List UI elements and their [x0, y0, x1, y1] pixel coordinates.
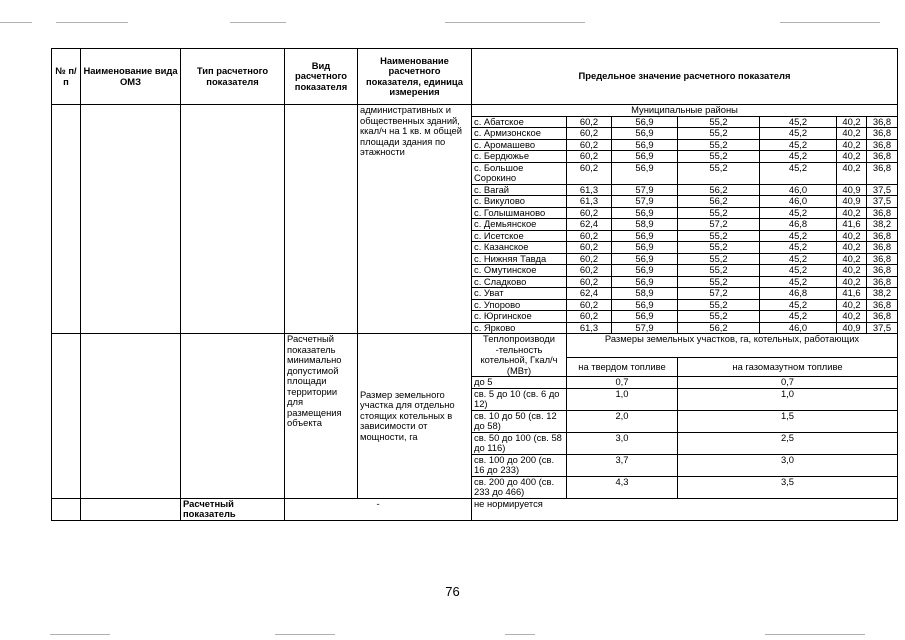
solid-fuel-value: 2,0: [567, 410, 678, 432]
capacity-range: св. 10 до 50 (св. 12 до 58): [472, 410, 567, 432]
heat-value-cell: 55,2: [678, 207, 760, 219]
land-sizes-header: Размеры земельных участков, га, котельных, работающих: [567, 334, 898, 358]
cell-omz-empty: [81, 105, 181, 334]
heat-value-cell: 36,8: [867, 151, 898, 163]
heat-value-cell: 56,9: [612, 162, 678, 184]
heat-value-cell: 57,9: [612, 184, 678, 196]
heat-value-cell: 40,9: [837, 196, 867, 208]
scan-edge-line: [0, 22, 32, 23]
heat-value-cell: 46,0: [760, 184, 837, 196]
scan-edge-line: [230, 22, 286, 23]
heat-value-cell: 45,2: [760, 242, 837, 254]
settlement-name: с. Демьянское: [472, 219, 567, 231]
scan-edge-line: [50, 634, 110, 635]
heat-value-cell: 60,2: [567, 151, 612, 163]
heat-value-cell: 37,5: [867, 322, 898, 334]
heat-value-cell: 60,2: [567, 276, 612, 288]
heat-value-cell: 36,8: [867, 139, 898, 151]
heat-value-cell: 60,2: [567, 299, 612, 311]
settlement-name: с. Викулово: [472, 196, 567, 208]
heat-value-cell: 56,9: [612, 299, 678, 311]
settlement-name: с. Уват: [472, 288, 567, 300]
heat-value-cell: 46,0: [760, 196, 837, 208]
capacity-range: до 5: [472, 377, 567, 389]
capacity-range: св. 200 до 400 (св. 233 до 466): [472, 476, 567, 498]
heat-value-cell: 40,2: [837, 151, 867, 163]
heat-value-cell: 40,2: [837, 265, 867, 277]
settlement-name: с. Вагай: [472, 184, 567, 196]
solid-fuel-value: 3,7: [567, 454, 678, 476]
municipal-districts-subheader: Муниципальные районы: [472, 105, 898, 117]
heat-value-cell: 36,8: [867, 311, 898, 323]
heat-value-cell: 46,8: [760, 288, 837, 300]
heat-value-cell: 56,9: [612, 242, 678, 254]
heat-value-cell: 56,2: [678, 322, 760, 334]
capacity-range: св. 5 до 10 (св. 6 до 12): [472, 388, 567, 410]
capacity-range: св. 100 до 200 (св. 16 до 233): [472, 454, 567, 476]
heat-value-cell: 40,2: [837, 311, 867, 323]
heat-value-cell: 57,2: [678, 219, 760, 231]
heat-value-cell: 45,2: [760, 139, 837, 151]
solid-fuel-value: 3,0: [567, 432, 678, 454]
heat-value-cell: 36,8: [867, 162, 898, 184]
heat-value-cell: 55,2: [678, 253, 760, 265]
scan-edge-line: [56, 22, 128, 23]
heat-value-cell: 36,8: [867, 207, 898, 219]
heat-value-cell: 45,2: [760, 230, 837, 242]
heat-value-cell: 45,2: [760, 253, 837, 265]
heat-value-cell: 56,9: [612, 253, 678, 265]
heat-value-cell: 45,2: [760, 276, 837, 288]
heat-value-cell: 45,2: [760, 151, 837, 163]
heat-value-cell: 55,2: [678, 265, 760, 277]
heat-value-cell: 55,2: [678, 230, 760, 242]
heat-value-cell: 60,2: [567, 230, 612, 242]
heat-value-cell: 40,2: [837, 230, 867, 242]
header-indicator-type: Тип расчетного показателя: [181, 49, 285, 105]
cell-number-empty: [52, 105, 81, 334]
heat-value-cell: 36,8: [867, 242, 898, 254]
scan-edge-line: [505, 634, 535, 635]
heat-value-cell: 45,2: [760, 311, 837, 323]
settlement-name: с. Казанское: [472, 242, 567, 254]
heat-value-cell: 45,2: [760, 265, 837, 277]
heat-capacity-header: Теплопроизводи -тельность котельной, Гкал/ч (МВт): [472, 334, 567, 377]
header-limit-value: Предельное значение расчетного показателя: [472, 49, 898, 105]
heat-value-cell: 55,2: [678, 151, 760, 163]
heat-value-cell: 45,2: [760, 116, 837, 128]
scan-edge-line: [275, 634, 335, 635]
cell-type-empty: [181, 105, 285, 334]
heat-value-cell: 60,2: [567, 242, 612, 254]
header-number: № п/п: [52, 49, 81, 105]
heat-value-cell: 57,9: [612, 196, 678, 208]
heat-value-cell: 62,4: [567, 219, 612, 231]
heat-value-cell: 56,9: [612, 128, 678, 140]
heat-value-cell: 60,2: [567, 265, 612, 277]
capacity-range: св. 50 до 100 (св. 58 до 116): [472, 432, 567, 454]
heat-indicator-name: административных и общественных зданий, ккал/ч на 1 кв. м общей площади здания по этажности: [358, 105, 472, 334]
settlement-name: с. Упорово: [472, 299, 567, 311]
heat-value-cell: 61,3: [567, 196, 612, 208]
heat-value-cell: 61,3: [567, 184, 612, 196]
heat-value-cell: 60,2: [567, 162, 612, 184]
heat-value-cell: 38,2: [867, 288, 898, 300]
heat-value-cell: 45,2: [760, 162, 837, 184]
heat-value-cell: 40,2: [837, 299, 867, 311]
heat-value-cell: 60,2: [567, 116, 612, 128]
heat-value-cell: 38,2: [867, 219, 898, 231]
heat-value-cell: 46,8: [760, 219, 837, 231]
heat-value-cell: 56,9: [612, 230, 678, 242]
solid-fuel-value: 1,0: [567, 388, 678, 410]
settlement-name: с. Абатское: [472, 116, 567, 128]
heat-value-cell: 40,2: [837, 276, 867, 288]
cell-type-empty: [181, 334, 285, 499]
heat-value-cell: 56,2: [678, 184, 760, 196]
heat-value-cell: 37,5: [867, 196, 898, 208]
settlement-name: с. Омутинское: [472, 265, 567, 277]
heat-value-cell: 56,9: [612, 207, 678, 219]
settlement-name: с. Армизонское: [472, 128, 567, 140]
heat-value-cell: 40,9: [837, 184, 867, 196]
heat-value-cell: 40,2: [837, 207, 867, 219]
solid-fuel-header: на твердом топливе: [567, 358, 678, 377]
last-indicator-name: -: [285, 498, 472, 520]
settlement-name: с. Юргинское: [472, 311, 567, 323]
gas-fuel-header: на газомазутном топливе: [678, 358, 898, 377]
heat-value-cell: 45,2: [760, 128, 837, 140]
heat-value-cell: 40,2: [837, 116, 867, 128]
land-indicator-kind: Расчетный показатель минимально допустимой площади территории для размещения объекта: [285, 334, 358, 499]
settlement-name: с. Нижняя Тавда: [472, 253, 567, 265]
last-indicator-type: Расчетный показатель: [181, 498, 285, 520]
header-indicator-kind: Вид расчетного показателя: [285, 49, 358, 105]
heat-value-cell: 56,9: [612, 311, 678, 323]
heat-value-cell: 55,2: [678, 299, 760, 311]
heat-value-cell: 36,8: [867, 299, 898, 311]
heat-value-cell: 36,8: [867, 116, 898, 128]
cell-number-empty: [52, 498, 81, 520]
heat-value-cell: 36,8: [867, 276, 898, 288]
cell-number-empty: [52, 334, 81, 499]
header-indicator-name: Наименование расчетного показателя, единица измерения: [358, 49, 472, 105]
heat-value-cell: 56,9: [612, 265, 678, 277]
solid-fuel-value: 0,7: [567, 377, 678, 389]
heat-value-cell: 36,8: [867, 230, 898, 242]
header-omz-kind: Наименование вида ОМЗ: [81, 49, 181, 105]
heat-value-cell: 37,5: [867, 184, 898, 196]
heat-value-cell: 36,8: [867, 128, 898, 140]
settlement-name: с. Голышманово: [472, 207, 567, 219]
heat-value-cell: 55,2: [678, 242, 760, 254]
scan-edge-line: [780, 22, 880, 23]
heat-value-cell: 41,6: [837, 288, 867, 300]
heat-value-cell: 55,2: [678, 139, 760, 151]
indicator-table: [51, 48, 898, 521]
heat-value-cell: 56,9: [612, 139, 678, 151]
heat-value-cell: 57,9: [612, 322, 678, 334]
gas-fuel-value: 3,0: [678, 454, 898, 476]
heat-value-cell: 55,2: [678, 128, 760, 140]
cell-kind-empty: [285, 105, 358, 334]
last-indicator-value: не нормируется: [472, 498, 898, 520]
heat-value-cell: 55,2: [678, 276, 760, 288]
heat-value-cell: 58,9: [612, 219, 678, 231]
scan-edge-line: [445, 22, 585, 23]
heat-value-cell: 40,2: [837, 253, 867, 265]
cell-omz-empty: [81, 498, 181, 520]
heat-value-cell: 60,2: [567, 253, 612, 265]
heat-value-cell: 55,2: [678, 116, 760, 128]
heat-value-cell: 36,8: [867, 265, 898, 277]
settlement-name: с. Исетское: [472, 230, 567, 242]
heat-value-cell: 56,9: [612, 276, 678, 288]
page-number: 76: [445, 584, 460, 599]
heat-value-cell: 55,2: [678, 311, 760, 323]
settlement-name: с. Большое Сорокино: [472, 162, 567, 184]
heat-value-cell: 40,9: [837, 322, 867, 334]
settlement-name: с. Бердюжье: [472, 151, 567, 163]
heat-value-cell: 61,3: [567, 322, 612, 334]
gas-fuel-value: 2,5: [678, 432, 898, 454]
heat-value-cell: 57,2: [678, 288, 760, 300]
heat-value-cell: 36,8: [867, 253, 898, 265]
heat-value-cell: 60,2: [567, 207, 612, 219]
gas-fuel-value: 1,0: [678, 388, 898, 410]
heat-value-cell: 56,2: [678, 196, 760, 208]
heat-value-cell: 55,2: [678, 162, 760, 184]
heat-value-cell: 56,9: [612, 151, 678, 163]
heat-value-cell: 62,4: [567, 288, 612, 300]
heat-value-cell: 41,6: [837, 219, 867, 231]
heat-value-cell: 46,0: [760, 322, 837, 334]
heat-value-cell: 40,2: [837, 242, 867, 254]
solid-fuel-value: 4,3: [567, 476, 678, 498]
heat-value-cell: 40,2: [837, 139, 867, 151]
settlement-name: с. Аромашево: [472, 139, 567, 151]
gas-fuel-value: 3,5: [678, 476, 898, 498]
settlement-name: с. Ярково: [472, 322, 567, 334]
cell-omz-empty: [81, 334, 181, 499]
heat-value-cell: 58,9: [612, 288, 678, 300]
land-indicator-name: Размер земельного участка для отдельно стоящих котельных в зависимости от мощности, га: [358, 334, 472, 499]
heat-value-cell: 45,2: [760, 299, 837, 311]
settlement-name: с. Сладково: [472, 276, 567, 288]
heat-value-cell: 60,2: [567, 311, 612, 323]
heat-value-cell: 60,2: [567, 139, 612, 151]
heat-value-cell: 40,2: [837, 162, 867, 184]
heat-value-cell: 60,2: [567, 128, 612, 140]
gas-fuel-value: 0,7: [678, 377, 898, 389]
heat-value-cell: 56,9: [612, 116, 678, 128]
heat-value-cell: 45,2: [760, 207, 837, 219]
heat-value-cell: 40,2: [837, 128, 867, 140]
scan-edge-line: [765, 634, 865, 635]
gas-fuel-value: 1,5: [678, 410, 898, 432]
